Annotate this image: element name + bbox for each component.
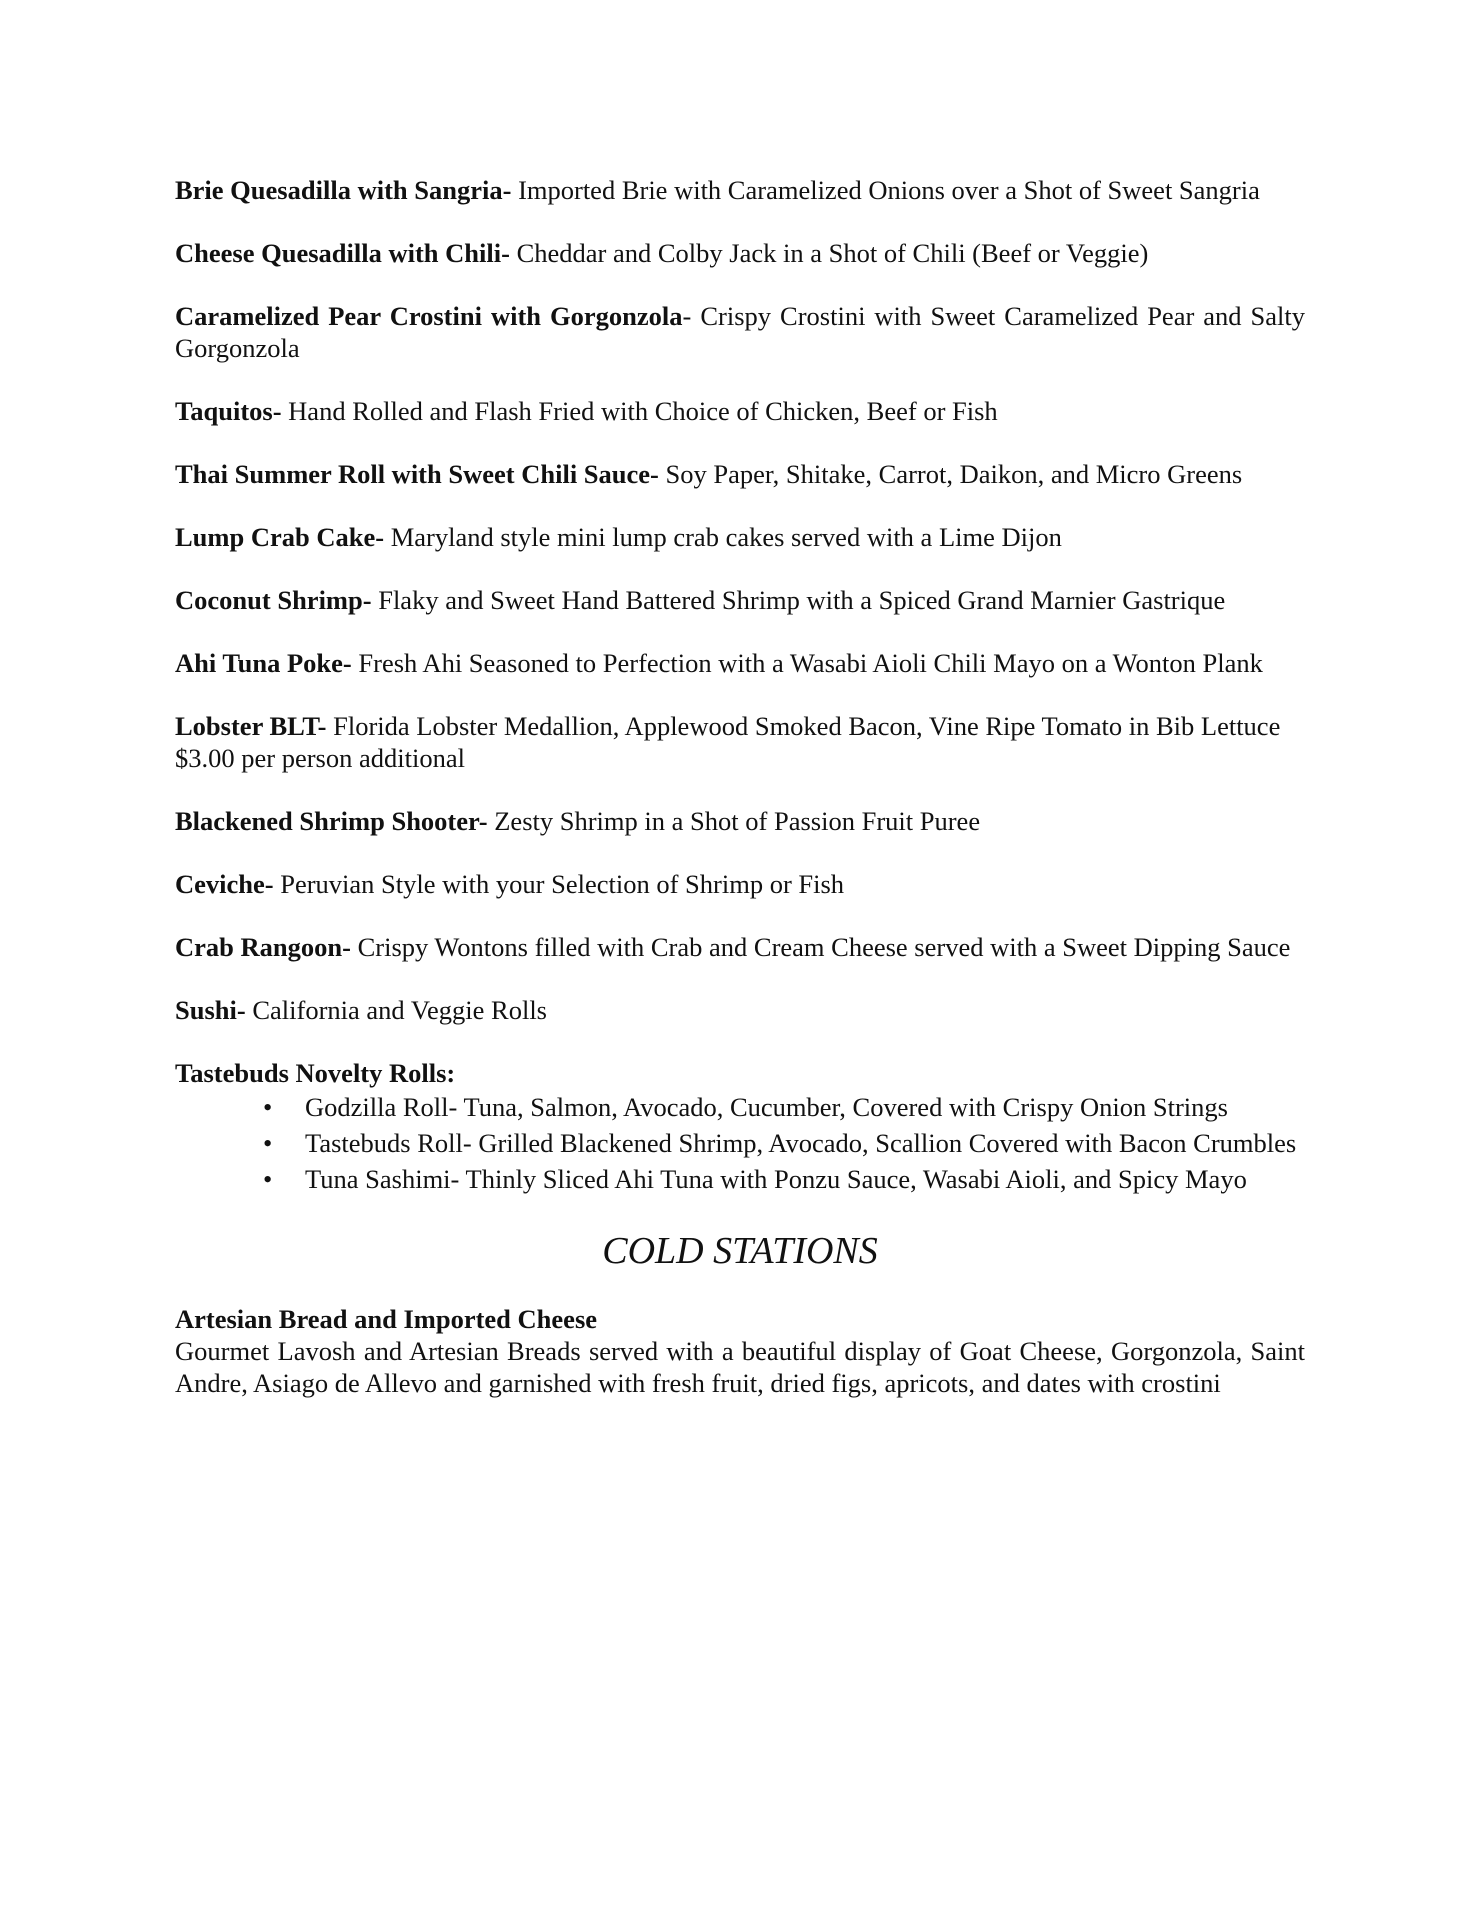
station-description: Gourmet Lavosh and Artesian Breads served with a beautiful display of Goat Cheese, Gorgonzola, Saint Andre, Asiago de Allevo and garnished with fresh fruit, dried figs, apricots, and dates with crostini xyxy=(175,1336,1305,1398)
menu-item-sushi xyxy=(175,994,1305,1026)
item-description: Imported Brie with Caramelized Onions over a Shot of Sweet Sangria xyxy=(511,175,1260,205)
menu-item-brie-quesadilla xyxy=(175,174,1305,206)
item-name: Crab Rangoon- xyxy=(175,932,351,962)
item-name: Thai Summer Roll with Sweet Chili Sauce- xyxy=(175,459,659,489)
item-name: Lobster BLT- xyxy=(175,711,327,741)
item-description: Soy Paper, Shitake, Carrot, Daikon, and Micro Greens xyxy=(658,459,1243,489)
list-item xyxy=(263,1163,1305,1195)
item-name: Brie Quesadilla with Sangria- xyxy=(175,175,512,205)
item-name: Sushi- xyxy=(175,995,246,1025)
item-name: Blackened Shrimp Shooter- xyxy=(175,806,488,836)
list-item xyxy=(263,1127,1305,1159)
menu-item-pear-crostini xyxy=(175,300,1305,364)
menu-item-crab-rangoon xyxy=(175,931,1305,963)
item-description: Zesty Shrimp in a Shot of Passion Fruit Puree xyxy=(487,806,981,836)
item-description: Cheddar and Colby Jack in a Shot of Chili (Beef or Veggie) xyxy=(509,238,1149,268)
novelty-rolls-list xyxy=(175,1091,1305,1195)
menu-item-coconut-shrimp xyxy=(175,584,1305,616)
item-name: Ahi Tuna Poke- xyxy=(175,648,352,678)
menu-item-blackened-shrimp-shooter xyxy=(175,805,1305,837)
item-name: Coconut Shrimp- xyxy=(175,585,372,615)
item-description: Hand Rolled and Flash Fried with Choice of Chicken, Beef or Fish xyxy=(281,396,998,426)
menu-item-thai-summer-roll xyxy=(175,458,1305,490)
bullet-icon: • xyxy=(263,1128,273,1158)
menu-item-cheese-quesadilla xyxy=(175,237,1305,269)
station-name: Artesian Bread and Imported Cheese xyxy=(175,1304,598,1334)
menu-item-lump-crab-cake xyxy=(175,521,1305,553)
item-name: Ceviche- xyxy=(175,869,274,899)
list-item xyxy=(263,1091,1305,1123)
item-name: Cheese Quesadilla with Chili- xyxy=(175,238,510,268)
novelty-rolls-heading: Tastebuds Novelty Rolls: xyxy=(175,1058,456,1088)
item-description: Flaky and Sweet Hand Battered Shrimp with a Spiced Grand Marnier Gastrique xyxy=(371,585,1226,615)
roll-text: Tastebuds Roll- Grilled Blackened Shrimp, Avocado, Scallion Covered with Bacon Crumbles xyxy=(305,1128,1297,1158)
item-description: Florida Lobster Medallion, Applewood Smoked Bacon, Vine Ripe Tomato in Bib Lettuce xyxy=(326,711,1281,741)
roll-text: Godzilla Roll- Tuna, Salmon, Avocado, Cucumber, Covered with Crispy Onion Strings xyxy=(305,1092,1228,1122)
menu-item-ceviche xyxy=(175,868,1305,900)
item-description: Maryland style mini lump crab cakes served with a Lime Dijon xyxy=(384,522,1062,552)
menu-item-lobster-blt xyxy=(175,710,1305,774)
item-description: Peruvian Style with your Selection of Shrimp or Fish xyxy=(273,869,845,899)
bullet-icon: • xyxy=(263,1092,273,1122)
item-description: Fresh Ahi Seasoned to Perfection with a Wasabi Aioli Chili Mayo on a Wonton Plank xyxy=(351,648,1263,678)
menu-item-ahi-tuna-poke xyxy=(175,647,1305,679)
bullet-icon: • xyxy=(263,1164,273,1194)
item-name: Lump Crab Cake- xyxy=(175,522,385,552)
item-surcharge: $3.00 per person additional xyxy=(175,743,465,773)
menu-item-taquitos xyxy=(175,395,1305,427)
roll-text: Tuna Sashimi- Thinly Sliced Ahi Tuna with Ponzu Sauce, Wasabi Aioli, and Spicy Mayo xyxy=(305,1164,1247,1194)
item-description: Crispy Wontons filled with Crab and Cream Cheese served with a Sweet Dipping Sauce xyxy=(350,932,1291,962)
menu-page xyxy=(175,174,1305,1399)
section-title-cold-stations: COLD STATIONS xyxy=(602,1230,878,1272)
item-name: Caramelized Pear Crostini with Gorgonzola xyxy=(175,301,683,331)
item-name: Taquitos- xyxy=(175,396,282,426)
item-description: - Crispy Crostini with Sweet Caramelized Pear and Salty Gorgonzola xyxy=(175,301,1306,363)
item-description: California and Veggie Rolls xyxy=(245,995,547,1025)
